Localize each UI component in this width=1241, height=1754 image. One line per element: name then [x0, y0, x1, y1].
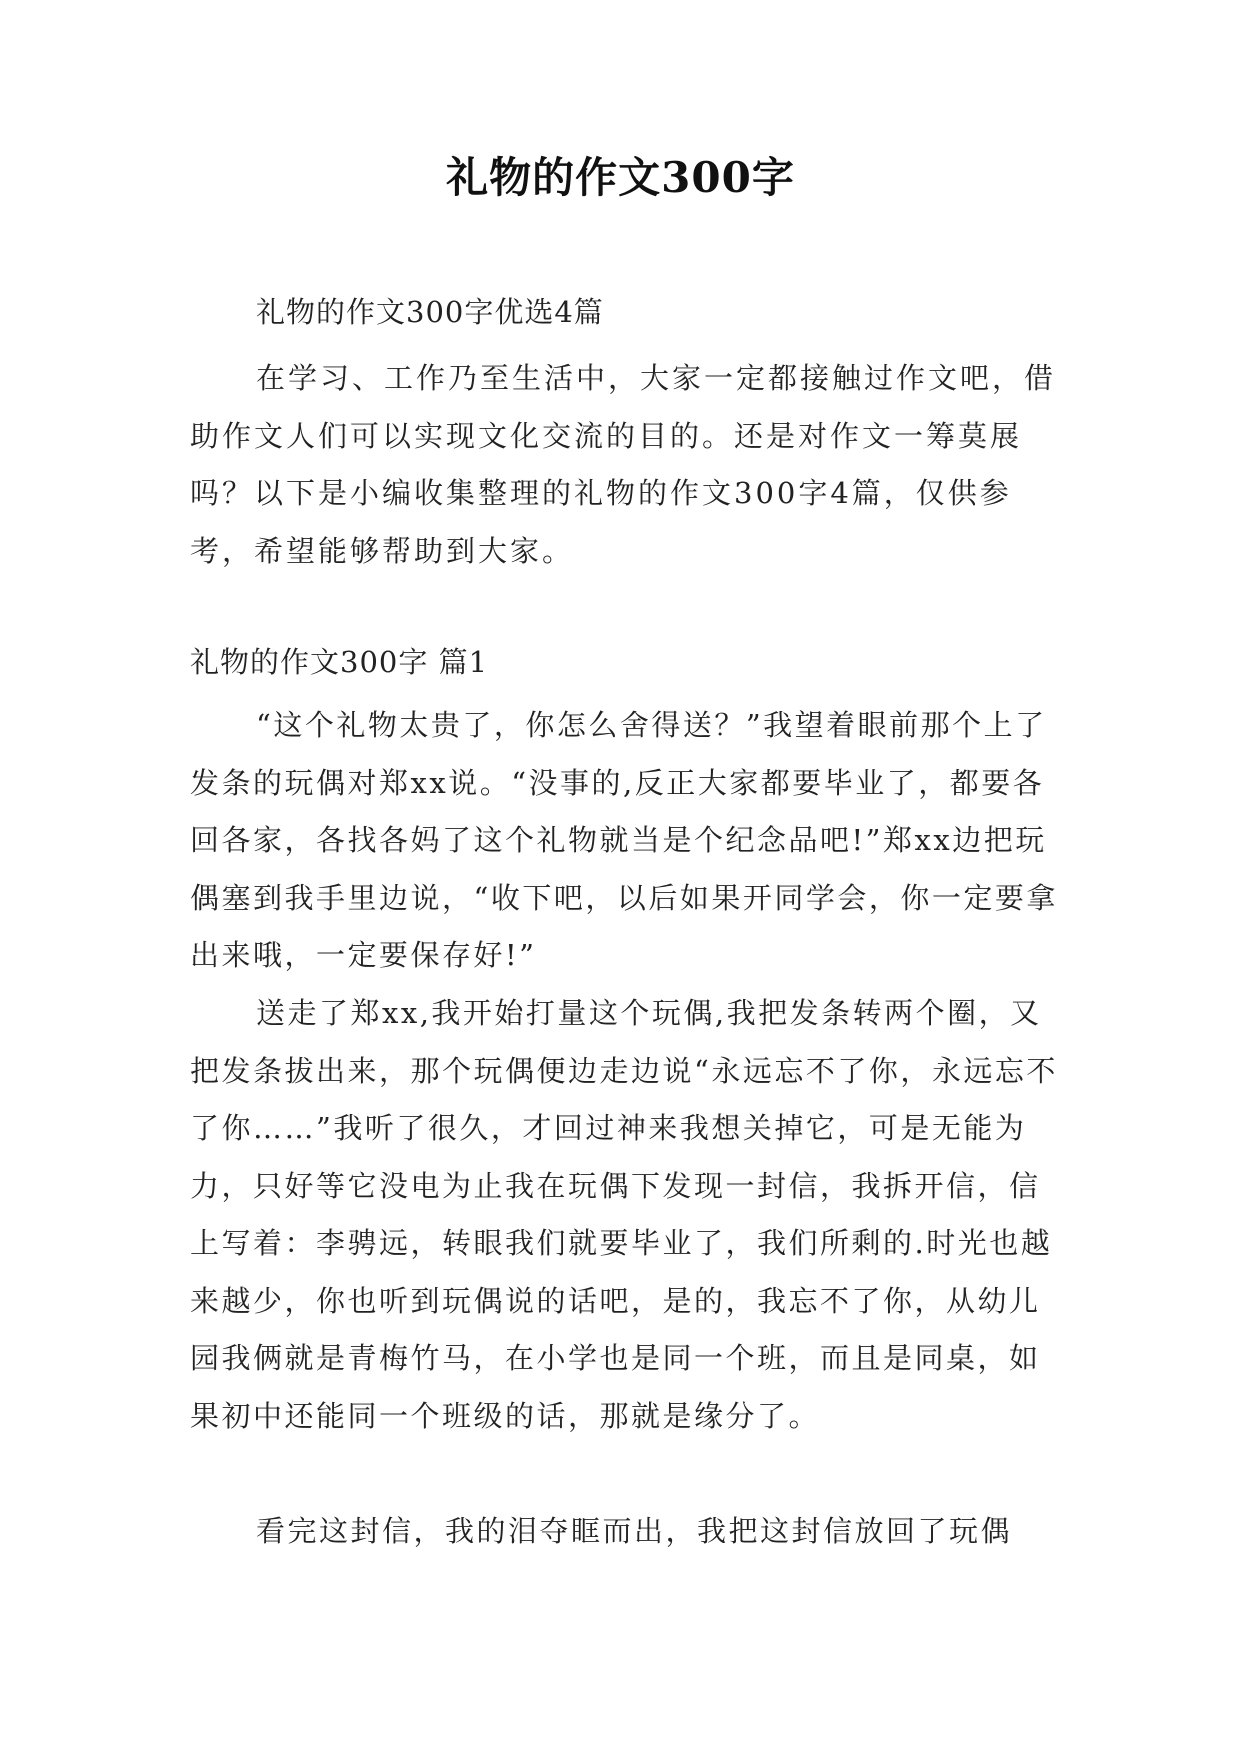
essay-paragraph-1: “这个礼物太贵了，你怎么舍得送？”我望着眼前那个上了发条的玩偶对郑xx说。“没事的,反正大家都要毕业了，都要各回各家，各找各妈了这个礼物就当是个纪念品吧!”郑xx边把玩偶塞到我手里边说，“收下吧，以后如果开同学会，你一定要拿出来哦，一定要保存好!”: [190, 708, 1058, 972]
document-title: 礼物的作文300字: [446, 153, 795, 202]
section-heading: 礼物的作文300字 篇1: [190, 645, 489, 679]
intro-paragraph: 在学习、工作乃至生活中，大家一定都接触过作文吧，借助作文人们可以实现文化交流的目的。还是对作文一筹莫展吗？以下是小编收集整理的礼物的作文300字4篇，仅供参考，希望能够帮助到大家。: [190, 361, 1057, 568]
document-subtitle: 礼物的作文300字优选4篇: [256, 295, 604, 329]
essay-paragraph-3: 看完这封信，我的泪夺眶而出，我把这封信放回了玩偶: [256, 1514, 1013, 1548]
essay-paragraph-2: 送走了郑xx,我开始打量这个玩偶,我把发条转两个圈，又把发条拔出来，那个玩偶便边走边说“永远忘不了你，永远忘不了你……”我听了很久，才回过神来我想关掉它，可是无能为力，只好等它没电为止我在玩偶下发现一封信，我拆开信，信上写着：李骋远，转眼我们就要毕业了，我们所剩的.时光也越来越少，你也听到玩偶说的话吧，是的，我忘不了你，从幼儿园我俩就是青梅竹马，在小学也是同一个班，而且是同桌，如果初中还能同一个班级的话，那就是缘分了。: [190, 996, 1058, 1433]
